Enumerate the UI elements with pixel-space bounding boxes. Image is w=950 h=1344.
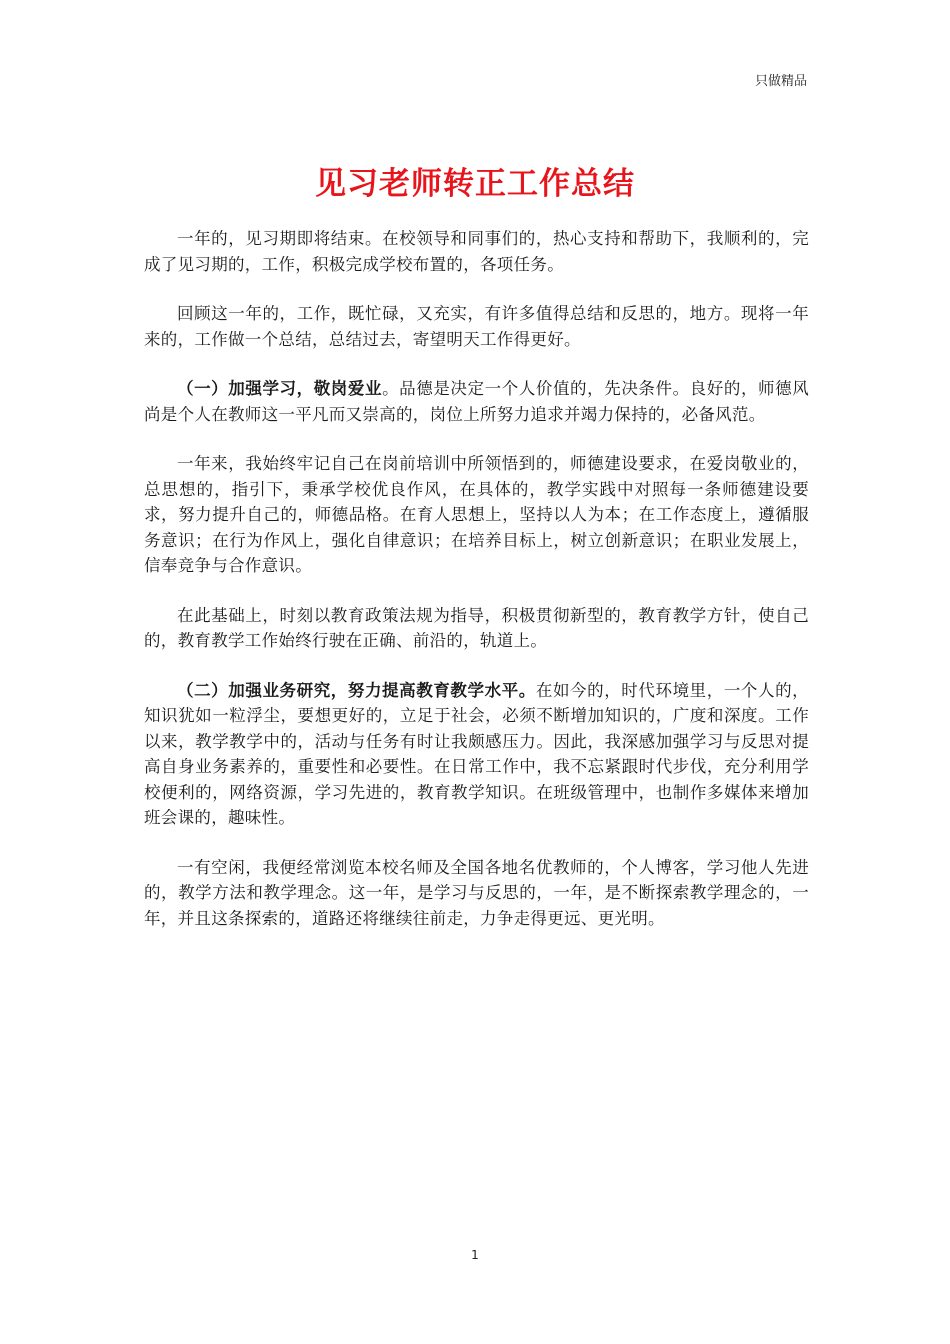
paragraph-text: 在如今的，时代环境里，一个人的，知识犹如一粒浮尘，要想更好的，立足于社会，必须不断增加知识的，广度和深度。工作以来，教学教学中的，活动与任务有时让我颇感压力。因此，我深感加强学习与反思对提高自身业务素养的，重要性和必要性。在日常工作中，我不忘紧跟时代步伐，充分利用学校便利的，网络资源，学习先进的，教育教学知识。在班级管理中，也制作多媒体来增加班会课的，趣味性。 (144, 680, 809, 827)
paragraph-5 (144, 603, 809, 654)
header-note: 只做精品 (754, 74, 807, 89)
section-heading-1: （一）加强学习，敬岗爱业 (177, 379, 383, 398)
paragraph-text: 回顾这一年的，工作，既忙碌，又充实，有许多值得总结和反思的，地方。现将一年来的，工作做一个总结，总结过去，寄望明天工作得更好。 (144, 304, 809, 349)
paragraph-text: 在此基础上，时刻以教育政策法规为指导，积极贯彻新型的，教育教学方针，使自己的，教育教学工作始终行驶在正确、前沿的，轨道上。 (144, 605, 809, 650)
document-title: 见习老师转正工作总结 (315, 166, 635, 202)
paragraph-text: 一年的，见习期即将结束。在校领导和同事们的，热心支持和帮助下，我顺利的，完成了见习期的，工作，积极完成学校布置的，各项任务。 (144, 229, 809, 274)
paragraph-1 (144, 226, 809, 277)
paragraph-2 (144, 301, 809, 352)
section-heading-2: （二）加强业务研究，努力提高教育教学水平。 (177, 680, 536, 700)
paragraph-7 (144, 855, 809, 932)
paragraph-text: 。品德是决定一个人价值的，先决条件。良好的，师德风尚是个人在教师这一平凡而又崇高的，岗位上所努力追求并竭力保持的，必备风范。 (144, 379, 810, 424)
paragraph-4 (144, 451, 809, 579)
paragraph-text: 一有空闲，我便经常浏览本校名师及全国各地名优教师的，个人博客，学习他人先进的，教学方法和教学理念。这一年，是学习与反思的，一年，是不断探索教学理念的，一年，并且这条探索的，道路还将继续往前走，力争走得更远、更光明。 (144, 857, 809, 928)
page-number: 1 (471, 1248, 479, 1262)
paragraph-3 (144, 376, 809, 427)
document-body (144, 226, 809, 955)
paragraph-text: 一年来，我始终牢记自己在岗前培训中所领悟到的，师德建设要求，在爱岗敬业的，总思想的，指引下，秉承学校优良作风，在具体的，教学实践中对照每一条师德建设要求，努力提升自己的，师德品格。在育人思想上，坚持以人为本；在工作态度上，遵循服务意识；在行为作风上，强化自律意识；在培养目标上，树立创新意识；在职业发展上，信奉竞争与合作意识。 (144, 454, 809, 575)
paragraph-6 (144, 678, 809, 831)
